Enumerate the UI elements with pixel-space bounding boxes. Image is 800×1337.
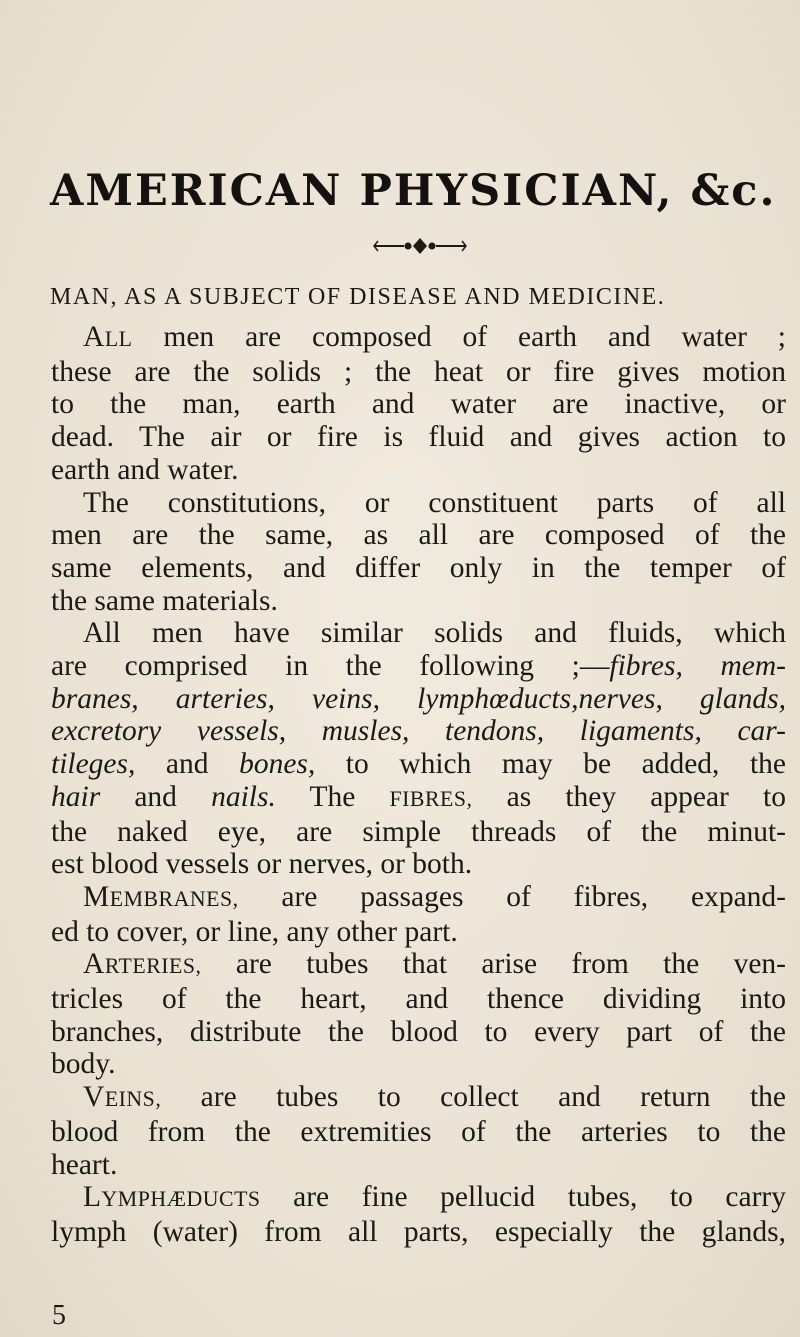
text-line: tricles of the heart, and thence dividing into (51, 983, 786, 1016)
text-line: MEMBRANES, are passages of fibres, expand- (83, 880, 786, 913)
text-line: ALL men are composed of earth and water ; (83, 321, 786, 353)
ornament-divider-icon (372, 236, 468, 256)
text-line: same elements, and differ only in the temper of (51, 551, 786, 584)
text-line: ed to cover, or line, any other part. (51, 915, 458, 948)
text-line: dead. The air or fire is fluid and gives action to (51, 421, 786, 454)
body-text (51, 321, 786, 1249)
text-line: these are the solids ; the heat or fire gives motion (51, 355, 786, 388)
drop-initial: ALL (83, 321, 133, 353)
term-membranes: MEMBRANES, (83, 880, 239, 913)
text-line: blood from the extremities of the arteries to the (51, 1115, 786, 1148)
text-line: the same materials. (51, 584, 278, 617)
text-line: excretory vessels, musles, tendons, ligaments, car- (51, 715, 786, 748)
text-line: men are the same, as all are composed of the (51, 519, 786, 552)
text-line: branes, arteries, veins, lymphœducts,nerves, glands, (51, 682, 786, 715)
term-veins: VEINS, (83, 1081, 162, 1114)
term-arteries: ARTERIES, (83, 948, 202, 981)
text-line: to the man, earth and water are inactive, or (51, 388, 786, 421)
text-line: VEINS, are tubes to collect and return the (83, 1081, 786, 1114)
text-line: ARTERIES, are tubes that arise from the ven- (83, 948, 786, 981)
text-line: All men have similar solids and fluids, which (83, 617, 786, 650)
text-line: branches, distribute the blood to every part of the (51, 1015, 786, 1048)
text-line: tileges, and bones, to which may be added, the (51, 748, 787, 781)
text-line: lymph (water) from all parts, especially the glands, (51, 1215, 786, 1248)
text-line: are comprised in the following ;—fibres, mem- (51, 650, 786, 683)
text-line: heart. (51, 1148, 118, 1181)
text-line: LYMPHÆDUCTS are fine pellucid tubes, to carry (83, 1181, 786, 1214)
text-line: hair and nails. The FIBRES, as they appear to (51, 780, 786, 813)
text-line: body. (51, 1048, 116, 1081)
text-line: The constitutions, or constituent parts of all (83, 486, 786, 519)
text-line: est blood vessels or nerves, or both. (51, 848, 473, 881)
term-lymphaeducts: LYMPHÆDUCTS (83, 1181, 261, 1214)
page-number: 5 (52, 1300, 66, 1331)
running-title: AMERICAN PHYSICIAN, &c. (50, 166, 777, 216)
text-line: earth and water. (51, 453, 239, 486)
section-heading: MAN, AS A SUBJECT OF DISEASE AND MEDICINE. (50, 284, 666, 310)
text-line: the naked eye, are simple threads of the minut- (51, 815, 786, 848)
